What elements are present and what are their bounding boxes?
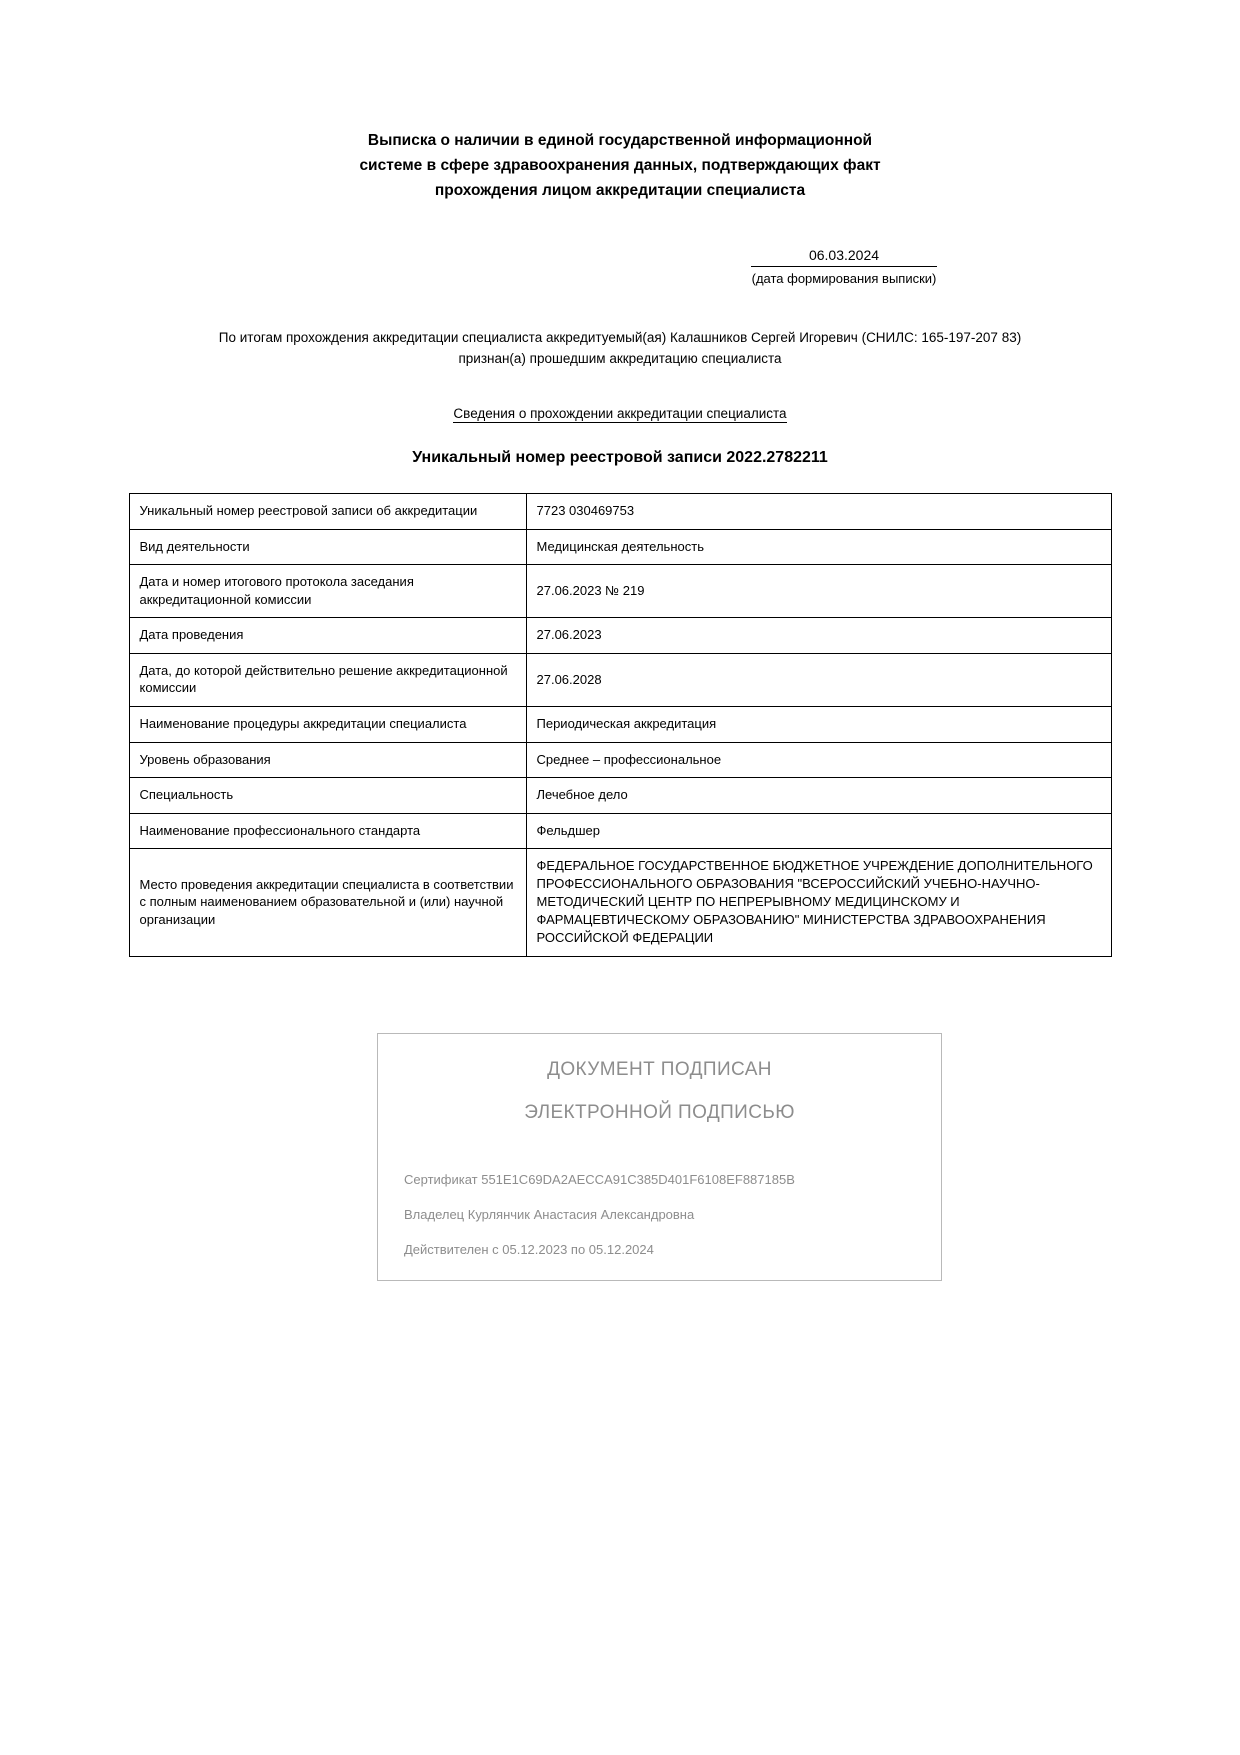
row-label: Место проведения аккредитации специалиста в соответствии с полным наименованием образовательной и (или) научной организации bbox=[129, 849, 526, 957]
title-line-1: Выписка о наличии в единой государственной информационной bbox=[367, 132, 873, 149]
row-label: Дата, до которой действительно решение аккредитационной комиссии bbox=[129, 653, 526, 706]
table-row bbox=[129, 529, 1111, 565]
accreditation-details-table bbox=[129, 493, 1112, 957]
section-heading bbox=[0, 406, 1240, 421]
page-title bbox=[270, 0, 970, 203]
intro-paragraph bbox=[0, 328, 1240, 370]
row-value: Периодическая аккредитация bbox=[526, 707, 1111, 743]
table-row bbox=[129, 813, 1111, 849]
row-value: ФЕДЕРАЛЬНОЕ ГОСУДАРСТВЕННОЕ БЮДЖЕТНОЕ УЧРЕЖДЕНИЕ ДОПОЛНИТЕЛЬНОГО ПРОФЕССИОНАЛЬНОГО ОБРАЗОВАНИЯ "ВСЕРОССИЙСКИЙ УЧЕБНО-НАУЧНО-МЕТОДИЧЕСКИЙ ЦЕНТР ПО НЕПРЕРЫВНОМУ МЕДИЦИНСКОМУ И ФАРМАЦЕВТИЧЕСКОМУ ОБРАЗОВАНИЮ" МИНИСТЕРСТВА ЗДРАВООХРАНЕНИЯ РОССИЙСКОЙ ФЕДЕРАЦИИ bbox=[526, 849, 1111, 957]
issue-date-block bbox=[724, 247, 964, 286]
row-value: 27.06.2023 bbox=[526, 618, 1111, 654]
row-label: Дата и номер итогового протокола заседания аккредитационной комиссии bbox=[129, 565, 526, 618]
row-value: Медицинская деятельность bbox=[526, 529, 1111, 565]
registry-number: Уникальный номер реестровой записи 2022.2782211 bbox=[412, 449, 828, 467]
row-value: Среднее – профессиональное bbox=[526, 742, 1111, 778]
signature-heading-line-2: ЭЛЕКТРОННОЙ ПОДПИСЬЮ bbox=[524, 1102, 795, 1123]
title-line-3: прохождения лицом аккредитации специалиста bbox=[434, 182, 806, 200]
table-row bbox=[129, 778, 1111, 814]
table-row bbox=[129, 849, 1111, 957]
table-row bbox=[129, 742, 1111, 778]
intro-line-1: По итогам прохождения аккредитации специалиста аккредитуемый(ая) Калашников Сергей Игоревич (СНИЛС: 165-197-207 83) bbox=[218, 330, 1022, 346]
signature-certificate: Сертификат 551E1C69DA2AECCA91C385D401F6108EF887185B bbox=[404, 1172, 795, 1187]
row-value: Лечебное дело bbox=[526, 778, 1111, 814]
row-label: Наименование профессионального стандарта bbox=[129, 813, 526, 849]
row-label: Вид деятельности bbox=[129, 529, 526, 565]
table-row bbox=[129, 653, 1111, 706]
table-row bbox=[129, 707, 1111, 743]
row-value: 7723 030469753 bbox=[526, 494, 1111, 530]
table-row bbox=[129, 565, 1111, 618]
signature-heading-line-1: ДОКУМЕНТ ПОДПИСАН bbox=[547, 1059, 772, 1080]
title-line-2: системе в сфере здравоохранения данных, подтверждающих факт bbox=[359, 157, 881, 175]
row-value: 27.06.2028 bbox=[526, 653, 1111, 706]
intro-line-2: признан(а) прошедшим аккредитацию специалиста bbox=[458, 351, 782, 367]
row-label: Уникальный номер реестровой записи об аккредитации bbox=[129, 494, 526, 530]
row-value: 27.06.2023 № 219 bbox=[526, 565, 1111, 618]
row-label: Уровень образования bbox=[129, 742, 526, 778]
signature-validity: Действителен с 05.12.2023 по 05.12.2024 bbox=[404, 1241, 654, 1257]
electronic-signature-stamp bbox=[377, 1033, 942, 1281]
table-row bbox=[129, 618, 1111, 654]
issue-date-caption: (дата формирования выписки) bbox=[751, 271, 937, 287]
row-value: Фельдшер bbox=[526, 813, 1111, 849]
issue-date-value: 06.03.2024 bbox=[751, 247, 937, 267]
row-label: Дата проведения bbox=[129, 618, 526, 654]
row-label: Специальность bbox=[129, 778, 526, 814]
table-row bbox=[129, 494, 1111, 530]
section-heading-text: Сведения о прохождении аккредитации специалиста bbox=[453, 406, 787, 422]
row-label: Наименование процедуры аккредитации специалиста bbox=[129, 707, 526, 743]
signature-owner: Владелец Курлянчик Анастасия Александровна bbox=[404, 1206, 695, 1222]
